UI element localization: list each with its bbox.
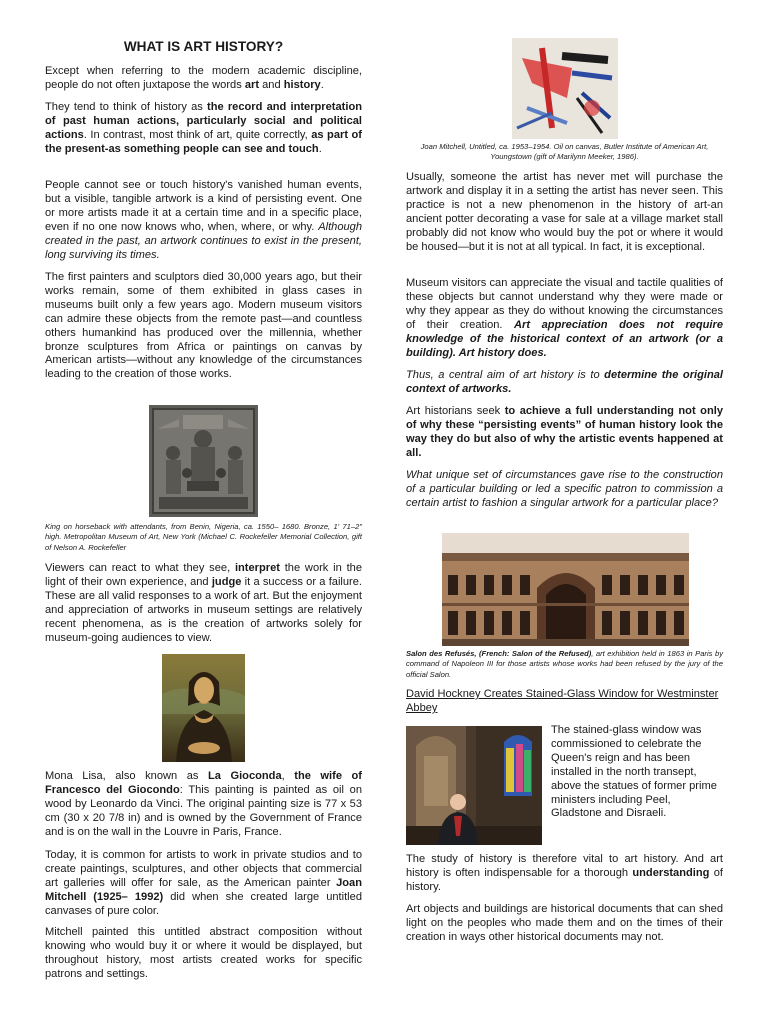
stained-glass-paragraph: The stained-glass window was commissioned to celebrate the Queen's reign and has been installed in the north transept, above the statues of former prime ministers including Peel, Gladstone and Disraeli. — [551, 724, 717, 820]
hockney-window-drawing — [406, 726, 542, 845]
central-aim-paragraph: Thus, a central aim of art history is to determine the original context of artworks. — [406, 369, 723, 395]
salon-caption: Salon des Refusés, (French: Salon of the Refused), art exhibition held in 1863 in Paris by command of Napoleon III for those artists whose works had been refused by the jury of the official Salon. — [406, 649, 724, 679]
salon-building-image — [442, 533, 689, 646]
benin-bronze-drawing — [149, 405, 258, 517]
hockney-window-image — [406, 726, 542, 845]
museum-visitors-paragraph: Museum visitors can appreciate the visual and tactile qualities of these objects but cannot understand why they were made or why they appear as they do without knowing the circumstances of their creation. Art appreciation does not require knowledge of the historical context of an artwork (or a building). Art history does. — [406, 277, 723, 359]
first-painters-paragraph: The first painters and sculptors died 30,000 years ago, but their works remain, some of them exhibited in glass cases in museums built only a few years ago. Modern museum visitors can admire these objects from the remote past—and countless others humankind has produced over the millennia, whether bronze sculptures from Africa or paintings on canvas by American artists—without any knowledge of the circumstances leading to the creation of those works. — [45, 271, 362, 381]
persisting-event-paragraph: People cannot see or touch history's vanished human events, but a visible, tangible artwork is a kind of persisting event. One or more artists made it at a certain time and in a specific place, even if no one now knows who, when, where, or why. Although created in the past, an artwork continues to exist in the present, long surviving its times. — [45, 179, 362, 261]
benin-bronze-image — [149, 405, 258, 517]
study-of-history-paragraph: The study of history is therefore vital to art history. And art history is often indispensable for a thorough understanding of history. — [406, 853, 723, 893]
mona-lisa-paragraph: Mona Lisa, also known as La Gioconda, the wife of Francesco del Giocondo: This painting is painted as oil on wood by Leonardo da Vinci. The original painting size is 77 x 53 cm (30 x 20 7/8 in) and is owned by the Government of France and is on the wall in the Louvre in Paris, France. — [45, 770, 363, 838]
benin-caption: King on horseback with attendants, from Benin, Nigeria, ca. 1550– 1680. Bronze, 1' 71–2" high. Metropolitan Museum of Art, New York (Michael C. Rockefeller Memorial Collection, gift of Nelson A. Rockefeller — [45, 522, 362, 552]
art-historians-paragraph: Art historians seek to achieve a full understanding not only of why these “persisting events” of human history look the way they do but also of why the artistic events happened at all. — [406, 405, 723, 459]
unique-circumstances-paragraph: What unique set of circumstances gave rise to the construction of a particular building or led a specific patron to commission a certain artist to fashion a singular artwork for a particular place? — [406, 469, 723, 509]
mitchell-painting-drawing — [512, 38, 618, 139]
mitchell-painting-image — [512, 38, 618, 139]
mona-lisa-image — [162, 654, 245, 762]
intro-paragraph: Except when referring to the modern academic discipline, people do not often juxtapose the words art and history. — [45, 65, 362, 91]
hockney-article-link[interactable]: David Hockney Creates Stained-Glass Window for Westminster Abbey — [406, 688, 719, 714]
mitchell-caption: Joan Mitchell, Untitled, ca. 1953–1954. Oil on canvas, Butler Institute of American Art, Youngstown (gift of Marilynn Meeker, 1986). — [420, 142, 709, 162]
mona-lisa-drawing — [162, 654, 245, 762]
mitchell-paragraph: Mitchell painted this untitled abstract composition without knowing who would buy it or where it would be displayed, but throughout history, most artists created works for specific patrons and settings. — [45, 926, 362, 980]
history-definition-paragraph: They tend to think of history as the record and interpretation of past human actions, particularly social and political actions. In contrast, most think of art, quite correctly, as part of the present-as something people can see and touch. — [45, 101, 362, 155]
viewers-paragraph: Viewers can react to what they see, interpret the work in the light of their own experience, and judge it a success or a failure. These are all valid responses to a work of art. But the enjoyment and appreciation of artworks in museum settings are relatively recent phenomena, as is the creation of artworks solely for museum-going audiences to view. — [45, 562, 362, 644]
salon-building-drawing — [442, 533, 689, 646]
purchase-paragraph: Usually, someone the artist has never met will purchase the artwork and display it in a setting the artist has never seen. This practice is not a new phenomenon in the history of art-an ancient potter decorating a vase for sale at a village market stall probably did not know who would buy the pot or where it would be housed—but it is not at all typical. In fact, it is exceptional. — [406, 171, 723, 253]
historical-documents-paragraph: Art objects and buildings are historical documents that can shed light on the peoples who made them and on the times of their creation in ways other historical documents may not. — [406, 903, 723, 943]
page-title: WHAT IS ART HISTORY? — [123, 39, 284, 54]
studio-artists-paragraph: Today, it is common for artists to work in private studios and to create paintings, sculptures, and other objects that commercial art galleries will offer for sale, as the American painter Joan Mitchell (1925– 1992) did when she created large untitled canvases of pure color. — [45, 849, 362, 917]
